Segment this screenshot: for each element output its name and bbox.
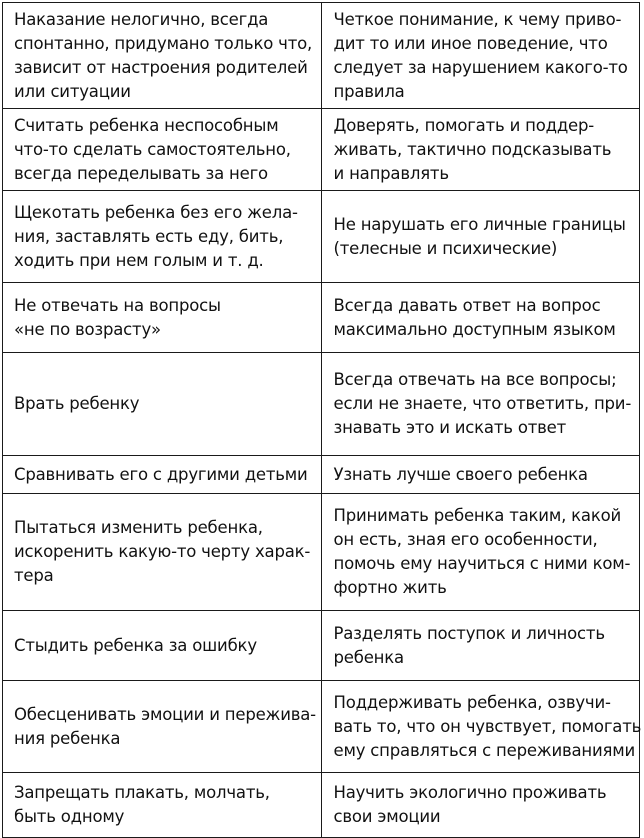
cell-line: помочь ему научиться с ними ком- <box>333 554 631 573</box>
cell-line: Наказание нелогично, всегда <box>14 9 269 29</box>
right-cell <box>321 191 640 283</box>
table-row <box>3 773 640 838</box>
cell-line: Узнать лучше своего ребенка <box>333 464 588 484</box>
cell-line: ребенка <box>333 647 404 667</box>
cell-line: Научить экологично проживать <box>333 783 607 802</box>
cell-line: следует за нарушением какого-то <box>333 57 628 77</box>
cell-line: живать, тактично подсказывать <box>333 139 612 159</box>
cell-line: тера <box>14 566 54 585</box>
cell-line: Всегда отвечать на все вопросы; <box>333 370 617 389</box>
left-cell <box>3 611 322 681</box>
cell-line: Принимать ребенка таким, какой <box>333 506 622 525</box>
cell-line: он есть, зная его особенности, <box>333 530 598 549</box>
cell-line: и направлять <box>333 163 449 183</box>
cell-line: Не отвечать на вопросы <box>14 295 221 315</box>
cell-line: знавать это и искать ответ <box>333 418 567 437</box>
cell-line: ния ребенка <box>14 728 121 748</box>
right-cell <box>321 456 640 494</box>
cell-line: Поддерживать ребенка, озвучи- <box>333 692 611 712</box>
cell-line: Пытаться изменить ребенка, <box>14 518 263 537</box>
cell-line: фортно жить <box>333 578 447 597</box>
right-cell <box>321 773 640 838</box>
right-cell <box>321 109 640 191</box>
cell-line: правила <box>333 81 405 101</box>
cell-line: Не нарушать его личные границы <box>333 214 626 234</box>
table-row <box>3 494 640 611</box>
cell-line: ему справляться с переживаниями <box>333 740 636 760</box>
cell-line: свои эмоции <box>333 807 441 826</box>
comparison-table <box>2 2 640 838</box>
cell-line: ходить при нем голым и т. д. <box>14 250 264 270</box>
left-cell <box>3 109 322 191</box>
cell-line: Считать ребенка неспособным <box>14 115 279 135</box>
cell-line: Доверять, помогать и поддер- <box>333 115 595 135</box>
cell-line: Стыдить ребенка за ошибку <box>14 635 257 655</box>
cell-line: всегда переделывать за него <box>14 163 268 183</box>
cell-line: Разделять поступок и личность <box>333 623 605 643</box>
cell-line: (телесные и психические) <box>333 238 558 258</box>
cell-line: дит то или иное поведение, что <box>333 33 608 53</box>
cell-line: если не знаете, что ответить, при- <box>333 394 632 413</box>
cell-line: Обесценивать эмоции и пережива- <box>14 704 316 724</box>
left-cell <box>3 773 322 838</box>
cell-line: Всегда давать ответ на вопрос <box>333 295 601 315</box>
left-cell <box>3 353 322 456</box>
cell-line: Врать ребенку <box>14 394 140 413</box>
cell-line: Щекотать ребенка без его жела- <box>14 202 298 222</box>
right-cell <box>321 681 640 773</box>
left-cell <box>3 191 322 283</box>
left-cell <box>3 494 322 611</box>
right-cell <box>321 353 640 456</box>
cell-line: вать то, что он чувствует, помогать <box>333 716 642 736</box>
left-cell <box>3 681 322 773</box>
left-cell <box>3 283 322 353</box>
table-row <box>3 283 640 353</box>
table-row <box>3 109 640 191</box>
table-row <box>3 681 640 773</box>
table-row <box>3 191 640 283</box>
table-row <box>3 456 640 494</box>
table-row <box>3 3 640 109</box>
cell-line: «не по возрасту» <box>14 319 161 339</box>
left-cell <box>3 3 322 109</box>
cell-line: быть одному <box>14 807 125 826</box>
right-cell <box>321 494 640 611</box>
cell-line: что-то сделать самостоятельно, <box>14 139 291 159</box>
cell-line: искоренить какую-то черту харак- <box>14 542 311 561</box>
cell-line: максимально доступным языком <box>333 319 616 339</box>
cell-line: спонтанно, придумано только что, <box>14 33 313 53</box>
cell-line: зависит от настроения родителей <box>14 57 308 77</box>
right-cell <box>321 3 640 109</box>
right-cell <box>321 611 640 681</box>
cell-line: Четкое понимание, к чему приво- <box>333 9 622 29</box>
left-cell <box>3 456 322 494</box>
cell-line: Запрещать плакать, молчать, <box>14 783 270 802</box>
table-row <box>3 611 640 681</box>
table-row <box>3 353 640 456</box>
right-cell <box>321 283 640 353</box>
cell-line: или ситуации <box>14 81 131 101</box>
cell-line: Сравнивать его с другими детьми <box>14 464 308 484</box>
cell-line: ния, заставлять есть еду, бить, <box>14 226 284 246</box>
